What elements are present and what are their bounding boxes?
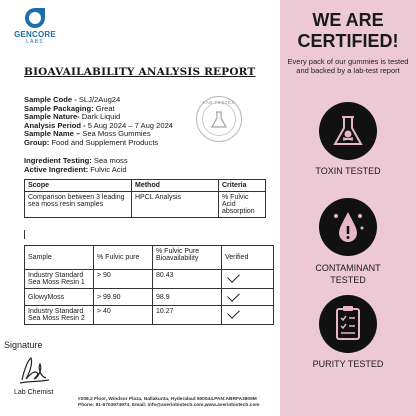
- meta-row: Sample Nature- Dark Liquid: [24, 112, 121, 121]
- criteria-header: Criteria: [219, 180, 266, 192]
- meta-row: Analysis Period - 5 Aug 2024 – 7 Aug 2024: [24, 120, 174, 130]
- certified-heading: WE ARE CERTIFIED!: [297, 10, 399, 51]
- report-title: BIOAVAILABILITY ANALYSIS REPORT: [24, 66, 256, 78]
- table-row: [25, 192, 266, 218]
- table-row: [25, 306, 274, 325]
- meta-row: Sample Name – Sea Moss Gummies: [24, 129, 151, 138]
- contaminant-tested-label: CONTAMINANT TESTED: [315, 263, 381, 285]
- verified-cell: [222, 270, 274, 289]
- bio-cell: 98.9: [153, 289, 222, 306]
- pure-cell: > 40: [94, 306, 153, 325]
- sample-meta: [24, 96, 173, 147]
- stamp-label: LAB TESTED: [202, 100, 236, 105]
- signature-label: Signature: [4, 340, 43, 350]
- scope-table: [24, 179, 266, 218]
- meta-row: Sample Code - SLJ/2Aug24: [24, 95, 121, 104]
- verified-cell: [222, 289, 274, 306]
- lab-chemist-label: Lab Chemist: [14, 389, 54, 396]
- checkmark-icon: [227, 270, 240, 283]
- checkmark-icon: [227, 289, 240, 302]
- sample-cell: Industry Standard Sea Moss Resin 1: [25, 270, 94, 289]
- pure-header: % Fulvic pure: [94, 246, 153, 270]
- gencore-logo: [5, 8, 65, 54]
- pure-cell: > 90: [94, 270, 153, 289]
- bio-cell: 80.43: [153, 270, 222, 289]
- ingredient-testing: Ingredient Testing: Sea moss: [24, 156, 128, 165]
- toxin-tested-label: TOXIN TESTED: [315, 166, 381, 176]
- toxin-badge: [319, 102, 377, 160]
- results-table: [24, 245, 274, 325]
- scope-header: Scope: [25, 180, 132, 192]
- purity-badge: [319, 295, 377, 353]
- logo-name: GENCORE: [14, 30, 56, 39]
- bio-cell: 10.27: [153, 306, 222, 325]
- logo-sub: LABS: [26, 39, 44, 45]
- gencore-logo-icon: [25, 8, 45, 28]
- table-row: [25, 270, 274, 289]
- pure-cell: > 99.90: [94, 289, 153, 306]
- meta-row: Sample Packaging: Great: [24, 103, 115, 113]
- checkmark-icon: [227, 306, 240, 319]
- sample-header: Sample: [25, 246, 94, 270]
- flask-icon: [209, 110, 229, 130]
- active-ingredient: Active Ingredient: Fulvic Acid: [24, 164, 127, 174]
- footer-address: #208,2 Floor, Windsor Plaza, Nallakunta, Hyderabad 500044.PAN:ABRFA3809M Phone: 91-9703974974, Email: info@averinbiotech.com,www.averinbiotech.com: [78, 397, 260, 408]
- bio-header: % Fulvic Pure Bioavailability: [153, 246, 222, 270]
- text-cursor: [24, 230, 25, 239]
- sample-cell: GlowyMoss: [25, 289, 94, 306]
- purity-clipboard-icon: [319, 295, 377, 353]
- sample-cell: Industry Standard Sea Moss Resin 2: [25, 306, 94, 325]
- contaminant-drop-icon: [319, 198, 377, 256]
- verified-cell: [222, 306, 274, 325]
- certified-subtitle: Every pack of our gummies is tested and backed by a lab-test report: [287, 57, 409, 75]
- toxin-flask-icon: [319, 102, 377, 160]
- contaminant-badge: [319, 198, 377, 256]
- scope-cell: Comparison between 3 leading sea moss resin samples: [25, 192, 132, 218]
- method-header: Method: [132, 180, 219, 192]
- lab-tested-stamp: [196, 96, 242, 142]
- certified-panel: [280, 0, 416, 416]
- verified-header: Verified: [222, 246, 274, 270]
- method-cell: HPCL Analysis: [132, 192, 219, 218]
- table-row: [25, 289, 274, 306]
- meta-row: Group: Food and Supplement Products: [24, 137, 159, 147]
- criteria-cell: % Fulvic Acid absorption: [219, 192, 266, 218]
- signature-scribble-icon: [16, 352, 52, 388]
- ingredient-info: [24, 157, 128, 174]
- purity-tested-label: PURITY TESTED: [312, 359, 384, 369]
